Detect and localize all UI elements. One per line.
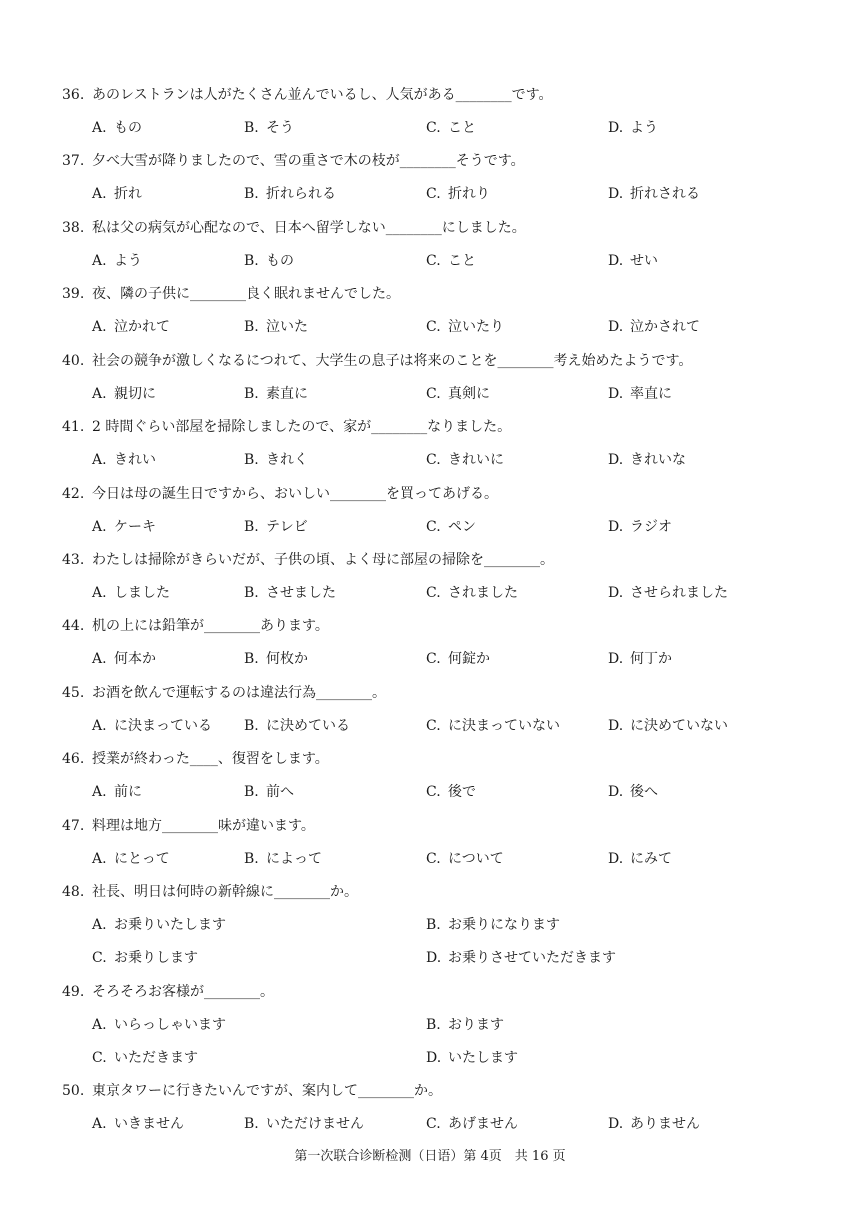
question-item — [62, 350, 842, 405]
question-item — [62, 150, 842, 205]
option-letter: B. — [244, 386, 259, 402]
question-item — [62, 549, 842, 604]
option-text: 何錠か — [448, 651, 490, 667]
question-item — [62, 881, 842, 969]
option-letter: A. — [92, 253, 107, 269]
question-number: 40. — [62, 353, 85, 369]
option-text: 率直に — [630, 386, 672, 402]
answer-option — [244, 117, 294, 139]
option-text: しました — [114, 585, 170, 601]
option-letter: B. — [244, 186, 259, 202]
option-text: 何本か — [114, 651, 156, 667]
question-item — [62, 416, 842, 471]
question-text: 2 時間ぐらい部屋を掃除しましたので、家が________なりました。 — [92, 419, 512, 435]
question-number: 44. — [62, 618, 85, 634]
option-letter: B. — [244, 585, 259, 601]
option-letter: B. — [244, 519, 259, 535]
answer-option — [426, 582, 518, 604]
option-letter: D. — [608, 1116, 624, 1132]
answer-option — [92, 1113, 184, 1135]
option-text: について — [448, 851, 504, 867]
question-text: 社会の競争が激しくなるにつれて、大学生の息子は将来のことを________考え始めたようです。 — [92, 353, 693, 369]
option-letter: D. — [608, 851, 624, 867]
option-text: 折れり — [448, 186, 490, 202]
option-text: ケーキ — [114, 519, 156, 535]
question-stem — [62, 84, 842, 106]
question-text: 机の上には鉛筆が________あります。 — [92, 618, 329, 634]
question-text: 夜、隣の子供に________良く眠れませんでした。 — [92, 286, 400, 302]
options-row — [62, 1113, 842, 1135]
question-number: 50. — [62, 1083, 85, 1099]
answer-option — [426, 183, 490, 205]
answer-option — [92, 781, 142, 803]
option-text: いらっしゃいます — [114, 1017, 226, 1033]
option-text: 泣かれて — [114, 319, 170, 335]
question-stem — [62, 815, 842, 837]
option-letter: A. — [92, 851, 107, 867]
option-text: こと — [448, 253, 476, 269]
option-text: お乗りします — [114, 950, 198, 966]
question-text: あのレストランは人がたくさん並んでいるし、人気がある________です。 — [92, 87, 553, 103]
answer-option — [608, 183, 700, 205]
question-number: 49. — [62, 984, 85, 1000]
question-text: お酒を飲んで運転するのは違法行為________。 — [92, 685, 386, 701]
options-row — [62, 781, 842, 803]
option-text: 前に — [114, 784, 142, 800]
question-stem — [62, 416, 842, 438]
answer-option — [244, 648, 308, 670]
option-letter: D. — [608, 386, 624, 402]
question-item — [62, 84, 842, 139]
option-letter: B. — [244, 120, 259, 136]
option-text: にとって — [114, 851, 170, 867]
option-letter: A. — [92, 386, 107, 402]
answer-option — [92, 848, 170, 870]
answer-option — [92, 383, 156, 405]
option-letter: A. — [92, 718, 107, 734]
option-letter: A. — [92, 1017, 107, 1033]
option-text: 親切に — [114, 386, 156, 402]
answer-option — [608, 250, 658, 272]
option-letter: B. — [244, 1116, 259, 1132]
answer-option — [92, 516, 156, 538]
question-item — [62, 981, 842, 1069]
option-letter: A. — [92, 585, 107, 601]
question-stem — [62, 217, 842, 239]
page-footer: 第一次联合诊断检测（日语）第 4页 共 16 页 — [294, 1149, 566, 1164]
option-letter: C. — [426, 519, 441, 535]
option-letter: C. — [426, 651, 441, 667]
options-row — [62, 715, 842, 737]
answer-option — [244, 183, 336, 205]
question-text: 料理は地方________味が違います。 — [92, 818, 315, 834]
option-text: いただけません — [266, 1116, 364, 1132]
answer-option — [608, 117, 658, 139]
answer-option — [426, 1113, 518, 1135]
option-text: 折れられる — [266, 186, 336, 202]
answer-option — [92, 183, 142, 205]
answer-option — [426, 383, 490, 405]
options-row — [62, 183, 842, 205]
option-letter: A. — [92, 452, 107, 468]
question-number: 48. — [62, 884, 85, 900]
answer-option — [244, 1113, 364, 1135]
answer-option — [244, 383, 308, 405]
answer-option — [426, 947, 616, 969]
question-stem — [62, 549, 842, 571]
option-letter: C. — [426, 585, 441, 601]
option-text: そう — [266, 120, 294, 136]
answer-option — [92, 1014, 226, 1036]
answer-option — [244, 848, 322, 870]
options-row — [62, 316, 842, 338]
option-letter: A. — [92, 651, 107, 667]
answer-option — [426, 1014, 504, 1036]
options-row — [62, 582, 842, 604]
answer-option — [608, 648, 672, 670]
answer-option — [244, 781, 294, 803]
option-text: 真剣に — [448, 386, 490, 402]
question-stem — [62, 350, 842, 372]
question-stem — [62, 483, 842, 505]
answer-option — [608, 582, 728, 604]
option-text: いただきます — [114, 1050, 198, 1066]
option-letter: D. — [608, 120, 624, 136]
answer-option — [608, 715, 728, 737]
option-text: によって — [266, 851, 322, 867]
question-stem — [62, 748, 842, 770]
options-row — [62, 383, 842, 405]
option-text: 後で — [448, 784, 476, 800]
question-stem — [62, 283, 842, 305]
options-row — [62, 1014, 842, 1036]
option-letter: C. — [426, 784, 441, 800]
option-text: 泣いたり — [448, 319, 504, 335]
question-item — [62, 682, 842, 737]
answer-option — [244, 316, 308, 338]
answer-option — [426, 848, 504, 870]
question-text: 今日は母の誕生日ですから、おいしい________を買ってあげる。 — [92, 486, 498, 502]
question-text: 社長、明日は何時の新幹線に________か。 — [92, 884, 358, 900]
question-number: 46. — [62, 751, 85, 767]
option-letter: C. — [426, 319, 441, 335]
option-letter: C. — [426, 452, 441, 468]
answer-option — [608, 383, 672, 405]
answer-option — [244, 715, 350, 737]
option-letter: A. — [92, 784, 107, 800]
option-text: に決まっている — [114, 718, 212, 734]
option-text: 後へ — [630, 784, 658, 800]
question-item — [62, 815, 842, 870]
option-text: ありません — [630, 1116, 700, 1132]
question-stem — [62, 615, 842, 637]
options-row — [62, 117, 842, 139]
question-item — [62, 615, 842, 670]
option-text: こと — [448, 120, 476, 136]
question-item — [62, 1080, 842, 1135]
answer-option — [608, 781, 658, 803]
question-number: 39. — [62, 286, 85, 302]
option-letter: D. — [608, 186, 624, 202]
answer-option — [608, 848, 672, 870]
option-text: おります — [448, 1017, 504, 1033]
option-text: されました — [448, 585, 518, 601]
answer-option — [92, 582, 170, 604]
option-letter: D. — [608, 519, 624, 535]
question-stem — [62, 150, 842, 172]
question-number: 45. — [62, 685, 85, 701]
question-stem — [62, 1080, 842, 1102]
question-text: そろそろお客様が________。 — [92, 984, 274, 1000]
answer-option — [244, 449, 308, 471]
answer-option — [608, 316, 700, 338]
question-number: 42. — [62, 486, 85, 502]
answer-option — [92, 947, 198, 969]
question-stem — [62, 981, 842, 1003]
question-item — [62, 217, 842, 272]
option-letter: D. — [608, 784, 624, 800]
options-row — [62, 848, 842, 870]
option-text: お乗りいたします — [114, 917, 226, 933]
option-letter: C. — [92, 950, 107, 966]
answer-option — [426, 449, 504, 471]
answer-option — [244, 250, 294, 272]
question-number: 43. — [62, 552, 85, 568]
option-text: きれく — [266, 452, 308, 468]
option-text: にみて — [630, 851, 672, 867]
option-letter: C. — [426, 120, 441, 136]
option-letter: D. — [608, 718, 624, 734]
option-text: お乗りになります — [448, 917, 560, 933]
answer-option — [426, 648, 490, 670]
option-letter: C. — [426, 1116, 441, 1132]
answer-option — [426, 781, 476, 803]
option-text: 素直に — [266, 386, 308, 402]
option-letter: A. — [92, 1116, 107, 1132]
question-stem — [62, 881, 842, 903]
question-number: 38. — [62, 220, 85, 236]
option-text: テレビ — [266, 519, 308, 535]
answer-option — [608, 449, 686, 471]
option-letter: D. — [426, 950, 442, 966]
question-item — [62, 283, 842, 338]
option-text: もの — [266, 253, 294, 269]
option-text: 何枚か — [266, 651, 308, 667]
option-letter: C. — [426, 718, 441, 734]
answer-option — [426, 1047, 518, 1069]
answer-option — [426, 117, 476, 139]
option-text: 何丁か — [630, 651, 672, 667]
option-text: 前へ — [266, 784, 294, 800]
question-number: 41. — [62, 419, 85, 435]
option-letter: B. — [426, 1017, 441, 1033]
question-stem — [62, 682, 842, 704]
option-text: ラジオ — [630, 519, 672, 535]
option-text: お乗りさせていただきます — [448, 950, 616, 966]
answer-option — [92, 316, 170, 338]
option-letter: C. — [426, 851, 441, 867]
options-row — [62, 648, 842, 670]
option-letter: A. — [92, 519, 107, 535]
question-text: 私は父の病気が心配なので、日本へ留学しない________にしました。 — [92, 220, 526, 236]
answer-option — [92, 117, 142, 139]
option-letter: D. — [608, 585, 624, 601]
answer-option — [244, 582, 336, 604]
option-letter: B. — [244, 651, 259, 667]
options-row — [62, 947, 842, 969]
option-text: 泣かされて — [630, 319, 700, 335]
answer-option — [92, 914, 226, 936]
option-text: あげません — [448, 1116, 518, 1132]
option-text: きれいに — [448, 452, 504, 468]
option-letter: B. — [426, 917, 441, 933]
option-text: 折れされる — [630, 186, 700, 202]
option-text: もの — [114, 120, 142, 136]
options-row — [62, 516, 842, 538]
option-letter: B. — [244, 784, 259, 800]
option-text: いきません — [114, 1116, 184, 1132]
option-letter: B. — [244, 851, 259, 867]
option-letter: A. — [92, 120, 107, 136]
option-letter: D. — [608, 253, 624, 269]
answer-option — [92, 250, 142, 272]
option-letter: B. — [244, 718, 259, 734]
answer-option — [426, 250, 476, 272]
option-letter: A. — [92, 186, 107, 202]
option-text: きれい — [114, 452, 156, 468]
answer-option — [92, 715, 212, 737]
option-letter: C. — [426, 186, 441, 202]
answer-option — [92, 648, 156, 670]
answer-option — [426, 516, 476, 538]
option-letter: D. — [608, 452, 624, 468]
options-row — [62, 449, 842, 471]
answer-option — [426, 715, 560, 737]
question-number: 47. — [62, 818, 85, 834]
option-text: 折れ — [114, 186, 142, 202]
option-text: よう — [630, 120, 658, 136]
option-text: に決めている — [266, 718, 350, 734]
option-letter: D. — [608, 319, 624, 335]
options-row — [62, 1047, 842, 1069]
question-number: 37. — [62, 153, 85, 169]
answer-option — [608, 1113, 700, 1135]
question-text: 東京タワーに行きたいんですが、案内して________か。 — [92, 1083, 442, 1099]
option-text: に決まっていない — [448, 718, 560, 734]
option-letter: A. — [92, 319, 107, 335]
option-text: 泣いた — [266, 319, 308, 335]
question-text: 授業が終わった____、復習をします。 — [92, 751, 329, 767]
option-letter: C. — [426, 253, 441, 269]
option-letter: D. — [426, 1050, 442, 1066]
option-letter: C. — [92, 1050, 107, 1066]
option-text: いたします — [448, 1050, 518, 1066]
option-text: きれいな — [630, 452, 686, 468]
option-text: に決めていない — [630, 718, 728, 734]
answer-option — [426, 316, 504, 338]
option-letter: B. — [244, 319, 259, 335]
option-text: ペン — [448, 519, 476, 535]
option-text: よう — [114, 253, 142, 269]
option-text: せい — [630, 253, 658, 269]
answer-option — [244, 516, 308, 538]
answer-option — [426, 914, 560, 936]
option-letter: B. — [244, 253, 259, 269]
answer-option — [92, 449, 156, 471]
question-number: 36. — [62, 87, 85, 103]
option-letter: D. — [608, 651, 624, 667]
option-letter: C. — [426, 386, 441, 402]
option-letter: A. — [92, 917, 107, 933]
question-item — [62, 748, 842, 803]
question-item — [62, 483, 842, 538]
option-text: させました — [266, 585, 336, 601]
options-row — [62, 914, 842, 936]
answer-option — [608, 516, 672, 538]
question-text: わたしは掃除がきらいだが、子供の頃、よく母に部屋の掃除を________。 — [92, 552, 554, 568]
options-row — [62, 250, 842, 272]
option-text: させられました — [630, 585, 728, 601]
question-text: 夕べ大雪が降りましたので、雪の重さで木の枝が________そうです。 — [92, 153, 525, 169]
answer-option — [92, 1047, 198, 1069]
option-letter: B. — [244, 452, 259, 468]
